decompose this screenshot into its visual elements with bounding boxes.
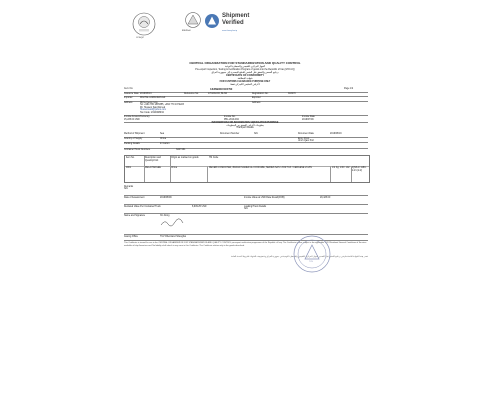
- entry-value: Umm Qasr Port: [298, 139, 314, 142]
- address-line: Mr. Hussein Said Ahmed: [140, 106, 166, 109]
- address-label: Address: [124, 101, 133, 104]
- sgs-triangle-icon: [185, 12, 201, 28]
- remarks-value: N/A: [124, 188, 128, 191]
- goods-table: [124, 155, 370, 183]
- invoice-date-label: Invoice Date: [302, 115, 315, 118]
- registration-label: Registration No.: [252, 92, 269, 95]
- preinspection-title-ar: برنامج الفحص والتحقق قبل الشحن للسلع المصدرة إلى جمهورية العراق: [211, 71, 279, 74]
- invoice-value-label: Invoice Value at USD Rate Result(FOB): [244, 196, 285, 199]
- invoice-number-label: Invoice No.: [224, 115, 236, 118]
- cert-number-value: 1336BOC0CF50: [210, 87, 233, 91]
- document-date-value: 2019/08/19: [330, 132, 342, 135]
- supply-value: China: [160, 137, 167, 140]
- cosqc-logo: [132, 12, 156, 36]
- assessment-date-value: 2019/08/09: [160, 196, 172, 199]
- container-value: N44T461: [176, 149, 186, 151]
- invoice-date-value: 2019/07/09: [302, 118, 314, 121]
- invoice-number-value: PBL-2019-034: [224, 118, 239, 121]
- declared-value: 8,909.25 USD: [192, 205, 207, 208]
- packing-label: Packing Details: [124, 142, 140, 145]
- document-label: Document Number: [220, 132, 240, 135]
- purpose-title-ar: لأغراض التخليص الكمركي فقط: [230, 84, 260, 86]
- declared-row: [124, 205, 368, 214]
- name-signature-value: Xin Dong: [160, 214, 170, 217]
- tuv-seal: [292, 234, 332, 274]
- goods-qty: 1/2 Kg: 136 / 102: [332, 167, 350, 169]
- invoice-value-value: 29,425.00: [320, 196, 331, 199]
- preinspection-title: Pre-export Inspection, Testing & Certification Program of goods into the Republic of Iraq (VOC-IQ): [195, 68, 295, 71]
- remarks-row: [124, 185, 368, 196]
- certificate-title: CERTIFICATE OF CONFORMITY: [225, 74, 264, 77]
- remarks-label: Remarks: [124, 185, 134, 188]
- goods-hs: RECEB CONDOITER, BRAND NAMED AL KOOKABE, SERIES SAS / ZOR TAX / CERGESE 21 ZIN: [209, 167, 312, 169]
- disclaimer-ar: تصدر هذه الشهادة للاستخدام في برنامج التحقق قبل التصدير للجهاز المركزي للتقييس والسيطرة النوعية في جمهورية العراق وتخضع هذه الشهادة لشروط الخدمة العامة: [231, 256, 368, 258]
- importer-value: DIGITAL AJMAKRAN EZ: [140, 97, 166, 99]
- certificate-title-ar: شهادة المطابقة: [237, 78, 253, 80]
- address2-label: Address: [252, 101, 261, 104]
- logo-right-caption: www.fumayhar.iq: [222, 30, 238, 32]
- goods-desc: DELA PADGEE: [145, 167, 161, 169]
- goods-std: IQS8-1/ 1180-2-21 (2-2): [352, 167, 367, 172]
- info-section-title: INFORMATION FOR INFORMATION VERIFICATION PURPOSE: [211, 122, 279, 124]
- registration-value: 303470: [288, 92, 296, 95]
- goods-header-hs: HS Code: [209, 157, 219, 159]
- central-org-title-ar: الجهاز المركزي للتقييس والسيطرة النوعية: [224, 65, 266, 68]
- page-number: Page 1/2: [344, 87, 354, 90]
- name-signature-label: Name and Signature: [124, 214, 146, 217]
- goods-origin: China: [171, 167, 178, 169]
- issuance-value: 2019/08/13: [140, 92, 152, 95]
- address-line: Tel: +964 780 1835355, +964 770 1372223: [140, 104, 184, 107]
- goods-item: 0001: [126, 167, 132, 169]
- assessment-row: [124, 196, 368, 205]
- issuing-value: TUV Rheinland Shanghai: [160, 235, 186, 238]
- importer-label: Importer: [124, 97, 133, 99]
- issuance-label: Issuance Date: [124, 92, 139, 95]
- transport-details-label: Transport Details: [236, 127, 254, 130]
- document-value: N/A: [254, 132, 258, 135]
- logo-left-caption: IR/EP/ktfl: [182, 30, 191, 32]
- certificate-page: [112, 6, 378, 394]
- cert-number-label: Cert. No.: [124, 88, 134, 90]
- loading-label: Loading/Truck Details: [244, 205, 267, 208]
- disclaimer-en: This Certificate is issued for use in the CENTRAL ORGANIZATION FOR STANDARDIZATION AND QUALITY CONTROL pre-export verification programme of the Republic of Iraq. The Certificate is also subject to the applicable TUV Rheinland General Conditions of Services available at http://www.tuv.com/ No liability shall attach to any error in this Certificate. The Certificate relates only to the goods described.: [124, 242, 367, 247]
- signature-mark: [160, 218, 184, 228]
- issuing-label: Issuing Office: [124, 235, 138, 238]
- reference-value: 17019/LOR, BL/90: [208, 92, 228, 95]
- goods-header-origin: Origin as marked on goods: [171, 157, 199, 159]
- invoice-amount-value: 15,225.00 USD: [124, 118, 140, 121]
- entry-label: Entry Point: [298, 137, 310, 140]
- goods-header-item: Item No.: [126, 157, 135, 159]
- verified-badge: [204, 12, 276, 30]
- goods-header-desc: Description and Quantity/Unit: [145, 157, 161, 162]
- method-value: Sea: [160, 132, 165, 135]
- declared-label: Declared Value Per Container/Truck: [124, 205, 161, 208]
- address-row: [124, 101, 368, 116]
- shipment-verified-text: Shipment Verified: [222, 13, 250, 26]
- packing-value: In Carton: [160, 142, 170, 145]
- exporter-label: Exporter: [252, 97, 261, 99]
- method-label: Method of Shipment: [124, 132, 145, 135]
- info-section-title-ar: معلومات لأغراض التحقق من المعلومات: [226, 124, 264, 127]
- address-line: Tax Code: 2310008034: [140, 111, 164, 114]
- seal-text: TUV: [309, 261, 313, 263]
- invoice-amount-label: Invoice Amount/Currency: [124, 115, 150, 118]
- assessment-date-label: Date of Assessment: [124, 196, 145, 199]
- address-line: Husseinsaid@yahoo.com: [140, 109, 167, 112]
- central-org-title: CENTRAL ORGANIZATION FOR STANDARDIZATION AND QUALITY CONTROL: [189, 61, 301, 65]
- logo-subtitle: COSQC: [136, 37, 145, 39]
- purpose-title: FOR CUSTOMS CLEARANCE PURPOSE ONLY: [219, 81, 271, 83]
- signature-row: [124, 214, 368, 235]
- container-label: Container/Truck Numbers: [124, 149, 151, 151]
- address-line: Rizhe Kezel, lura: [140, 101, 158, 104]
- reference-label: Reference No.: [184, 92, 199, 95]
- document-date-label: Document Date: [298, 132, 314, 135]
- supply-label: Country of Supply: [124, 137, 143, 140]
- loading-value: N/A: [244, 208, 248, 211]
